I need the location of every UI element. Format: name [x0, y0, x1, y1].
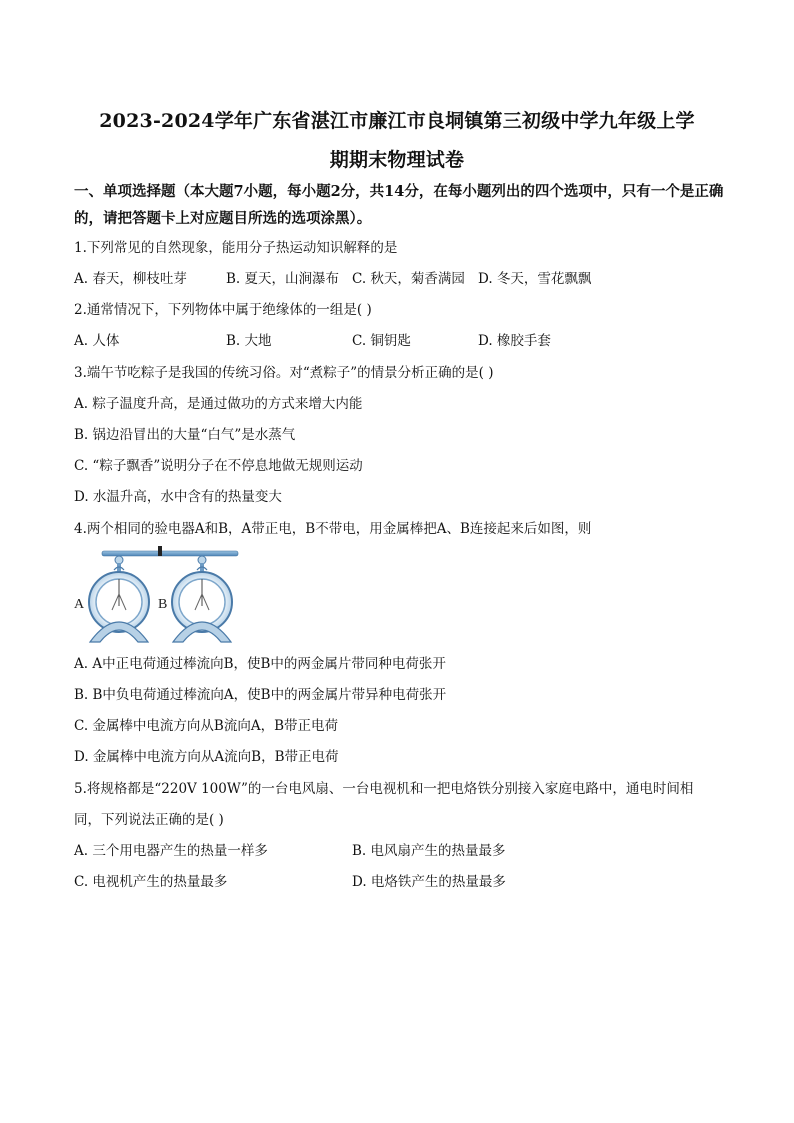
question-5-stem-line2: 同，下列说法正确的是( ) [74, 812, 224, 828]
question-1-option-c: C. 秋天，菊香满园 [352, 271, 465, 287]
question-2-option-c: C. 铜钥匙 [352, 333, 411, 349]
electroscope-diagram [74, 546, 244, 644]
figure-label-b: B [158, 597, 168, 612]
question-1-option-a: A. 春天，柳枝吐芽 [74, 271, 187, 287]
question-2-option-a: A. 人体 [74, 333, 120, 349]
question-3-stem: 3.端午节吃粽子是我国的传统习俗。对“煮粽子”的情景分析正确的是( ) [74, 365, 494, 381]
question-5-option-d: D. 电烙铁产生的热量最多 [352, 874, 506, 890]
electroscope-b [172, 556, 232, 642]
question-3-option-c: C. “粽子飘香”说明分子在不停息地做无规则运动 [74, 458, 363, 474]
question-2-stem: 2.通常情况下，下列物体中属于绝缘体的一组是( ) [74, 302, 372, 318]
question-5-stem-line1: 5.将规格都是“220V 100W”的一台电风扇、一台电视机和一把电烙铁分别接入家庭电路中，通电时间相 [74, 781, 694, 797]
question-1-stem: 1.下列常见的自然现象，能用分子热运动知识解释的是 [74, 240, 398, 256]
question-4-stem: 4.两个相同的验电器A和B，A带正电，B不带电，用金属棒把A、B连接起来后如图，则 [74, 521, 592, 537]
question-5-option-a: A. 三个用电器产生的热量一样多 [74, 843, 268, 859]
question-4-option-c: C. 金属棒中电流方向从B流向A，B带正电荷 [74, 718, 339, 734]
exam-title-line1: 2023-2024学年广东省湛江市廉江市良垌镇第三初级中学九年级上学 [99, 110, 695, 132]
exam-title-line2: 期期末物理试卷 [329, 149, 465, 171]
electroscope-a [89, 556, 149, 642]
question-4-option-a: A. A中正电荷通过棒流向B，使B中的两金属片带同种电荷张开 [74, 656, 446, 672]
section-heading: 一、单项选择题（本大题7小题，每小题2分，共14分，在每小题列出的四个选项中，只有一个是正确的，请把答题卡上对应题目所选的选项涂黑）。 [74, 183, 724, 227]
question-3-option-a: A. 粽子温度升高，是通过做功的方式来增大内能 [74, 396, 363, 412]
metal-rod [102, 551, 238, 556]
question-5-option-c: C. 电视机产生的热量最多 [74, 874, 228, 890]
question-1-option-d: D. 冬天，雪花飘飘 [478, 271, 592, 287]
question-4-option-b: B. B中负电荷通过棒流向A，使B中的两金属片带异种电荷张开 [74, 687, 447, 703]
figure-label-a: A [74, 597, 85, 612]
electroscope-figure [74, 546, 244, 644]
question-4-option-d: D. 金属棒中电流方向从A流向B，B带正电荷 [74, 749, 339, 765]
rod-handle [158, 546, 162, 556]
question-3-option-b: B. 锅边沿冒出的大量“白气”是水蒸气 [74, 427, 296, 443]
question-3-option-d: D. 水温升高，水中含有的热量变大 [74, 489, 282, 505]
question-2-option-d: D. 橡胶手套 [478, 333, 551, 349]
question-5-option-b: B. 电风扇产生的热量最多 [352, 843, 506, 859]
question-2-option-b: B. 大地 [226, 333, 272, 349]
question-1-option-b: B. 夏天，山涧瀑布 [226, 271, 340, 287]
